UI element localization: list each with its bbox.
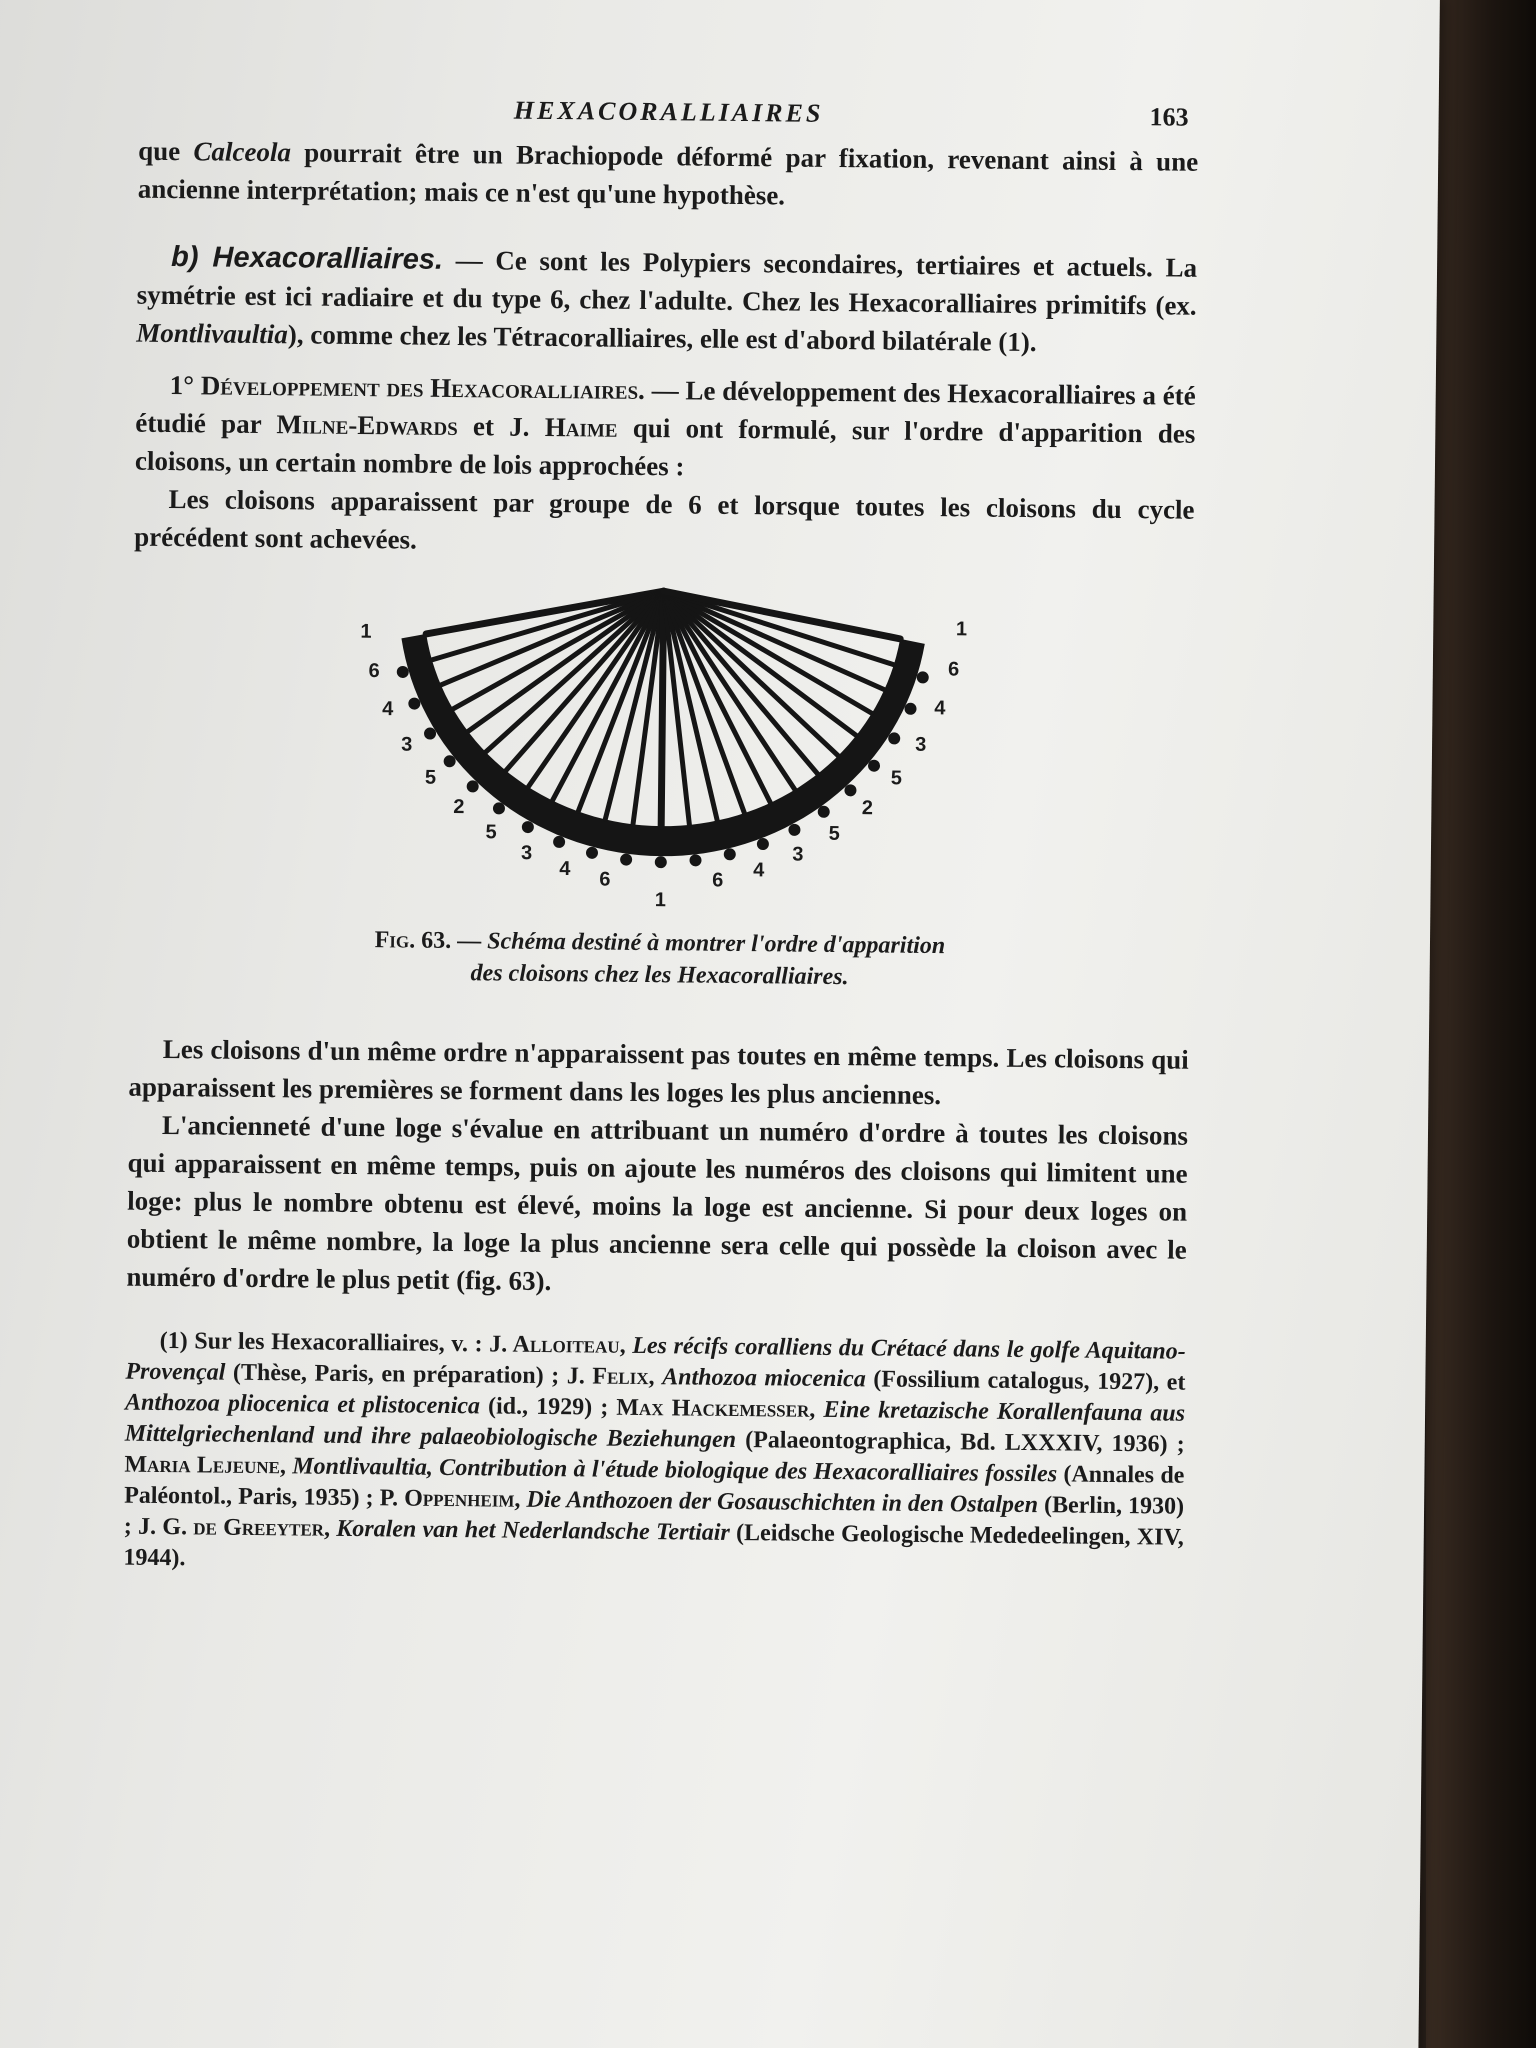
rim-tooth [757,838,769,850]
section-b-title: Hexacoralliaires. [212,241,444,276]
rim-tooth [655,856,667,868]
section-1-title: Développement des Hexacoralliaires. [200,370,646,405]
septum-order-label: 3 [521,842,533,865]
section-1-text2: qui ont formulé, sur l'ordre d'apparition des cloisons, un certain nombre de lois approchées : [134,412,1196,482]
septa-diagram [130,576,1194,927]
caption-text-1: Schéma destiné à montrer l'ordre d'apparition [487,928,946,960]
groups-paragraph: Les cloisons apparaissent par groupe de 6 et lorsque toutes les cloisons du cycle précédent sont achevées. [134,484,1195,555]
author-haime: J. Haime [509,411,618,443]
fn-text: , [809,1396,824,1423]
fn-text: (Fossilium catalogus, 1927), et [865,1366,1186,1396]
fn-work: Eine kretazische Korallenfauna aus Mittelgriechenland und ihre palaeobiologische Beziehungen [124,1396,1186,1453]
rim-tooth [917,671,929,683]
intro-prefix: que [138,135,194,167]
author-milne-edwards: Milne-Edwards [276,409,458,442]
section-1-text1: — Le développement des Hexacoralliaires a été étudié par [135,374,1196,440]
rim-tooth [724,848,736,860]
order-paragraph: Les cloisons d'un même ordre n'apparaissent pas toutes en même temps. Les cloisons qui apparaissent les premières se forment dans les loges les plus anciennes. [128,1033,1189,1111]
rim-tooth [868,760,880,772]
septum-order-label: 5 [890,767,903,790]
septum-order-label-center: 1 [654,889,667,912]
septum-order-label: 1 [360,620,372,643]
septum-order-label: 6 [947,658,960,681]
rim-tooth [888,732,900,744]
septum-order-label: 4 [753,859,765,882]
section-b-example: Montlivaultia [136,317,289,350]
caption-label: Fig. 63. [374,927,452,954]
intro-rest: pourrait être un Brachiopode déformé par fixation, revenant ainsi à une ancienne interprétation; mais ce n'est qu'une hypothèse. [137,137,1199,211]
septum-order-label: 3 [401,733,413,756]
fn-text: (Thèse, Paris, en préparation) ; [225,1359,567,1390]
figure-63 [130,576,1194,927]
septa-fan [395,588,930,871]
septum-line [486,589,664,754]
section-b-paragraph [136,238,1197,363]
septum-order-label: 5 [828,822,840,845]
septum-order-label: 5 [424,766,437,789]
septum-order-label: 2 [453,796,465,819]
septum-line [661,591,663,826]
fn-text: (Berlin, 1930) ; [123,1492,1185,1540]
intro-paragraph [138,132,1199,219]
rim-tooth [844,784,856,796]
background-edge [1426,0,1536,2048]
septum-order-label: 2 [861,797,874,820]
page-content [123,92,1198,1585]
intro-genus: Calceola [193,136,292,168]
fn-work: Montlivaultia, Contribution à l'étude biologique des Hexacoralliaires fossiles [292,1453,1058,1488]
fn-text: , [279,1453,293,1480]
fn-text: , [648,1364,663,1391]
rim-tooth [397,666,409,678]
fn-text: , [514,1486,527,1513]
fn-work: Les récifs coralliens du Crétacé dans le golfe Aquitano-Provençal [125,1332,1186,1386]
fn-work: Anthozoa miocenica [662,1364,866,1393]
rim-tooth [904,703,916,715]
fn-author: J. Felix [566,1363,649,1391]
septum-line [662,591,840,756]
fn-work: Die Anthozoen der Gosauschichten in den Ostalpen [526,1486,1039,1519]
fn-author: J. G. de Greeyter [137,1513,325,1542]
fn-author: Max Hackemesser [616,1394,810,1423]
section-1-number: 1° [169,370,202,401]
fn-work: Anthozoa pliocenica et plistocenica [124,1389,481,1420]
rim-tooth [788,824,800,836]
fn-text: , [323,1515,337,1542]
rim-tooth [493,802,505,814]
fn-author: J. Alloiteau [489,1331,620,1359]
fn-text: (Palaeontographica, Bd. LXXXIV, 1936) ; [735,1426,1185,1458]
septum-order-label: 1 [955,618,968,641]
septum-order-label: 4 [559,857,571,881]
fn-text: (Leidsche Geologische Mededeelingen, XIV, 1944). [123,1519,1184,1572]
rim-tooth [586,847,598,859]
fn-text: (1) Sur les Hexacoralliaires, v. : [159,1327,490,1358]
section-1-and: et [457,411,510,442]
section-b-text1: — Ce sont les Polypiers secondaires, tertiaires et actuels. La symétrie est ici radiaire et du type 6, chez l'adulte. Chez les Hexacoralliaires primitifs (ex. [136,244,1198,321]
rim-tooth [444,755,456,767]
rim-tooth [818,806,830,818]
fn-text: (Annales de Paléontol., Paris, 1935) ; [124,1461,1185,1512]
fn-text: (id., 1929) ; [479,1393,617,1421]
figure-caption [129,922,1190,997]
rim-tooth [522,821,534,833]
rim-tooth [467,780,479,792]
section-b-text2: ), comme chez les Tétracoralliaires, elle est d'abord bilatérale (1). [287,319,1037,358]
septum-order-label: 6 [599,868,611,891]
rim-tooth [424,727,436,739]
section-b-label: b) [170,241,213,274]
rim-tooth [620,854,632,866]
caption-dash: — [451,927,488,955]
septum-order-label: 3 [792,843,804,866]
footnote-text [123,1326,1186,1585]
caption-text-2: des cloisons chez les Hexacoralliaires. [470,960,849,991]
rim-tooth [689,854,701,866]
rim-tooth [408,698,420,710]
septum-order-label: 5 [485,821,497,844]
fn-work: Koralen van het Nederlandsche Tertiair [336,1515,730,1546]
septum-order-label: 4 [934,697,946,720]
running-title: HEXACORALLIAIRES [513,95,824,128]
septum-order-label: 4 [382,697,394,721]
fn-author: P. Oppenheim [379,1485,515,1513]
footnote [123,1326,1186,1585]
section-1-paragraph [135,366,1196,491]
age-paragraph: L'ancienneté d'une loge s'évalue en attribuant un numéro d'ordre à toutes les cloisons qui apparaissent en même temps, puis on ajoute les numéros des cloisons qui limitent une loge: plus le nombre obtenu est élevé, moins la loge est ancienne. Si pour deux loges on obtient le même nombre, la loge la plus ancienne sera celle qui possède la cloison avec le numéro d'ordre le plus petit (fig. 63). [126,1109,1189,1297]
fn-text: , [619,1332,633,1359]
page-number: 163 [1149,102,1189,132]
rim-tooth [553,836,565,848]
fn-author: Maria Lejeune [124,1451,281,1480]
septum-order-label: 3 [915,733,927,756]
septum-order-label: 6 [712,869,724,892]
septum-order-label: 6 [368,660,380,683]
